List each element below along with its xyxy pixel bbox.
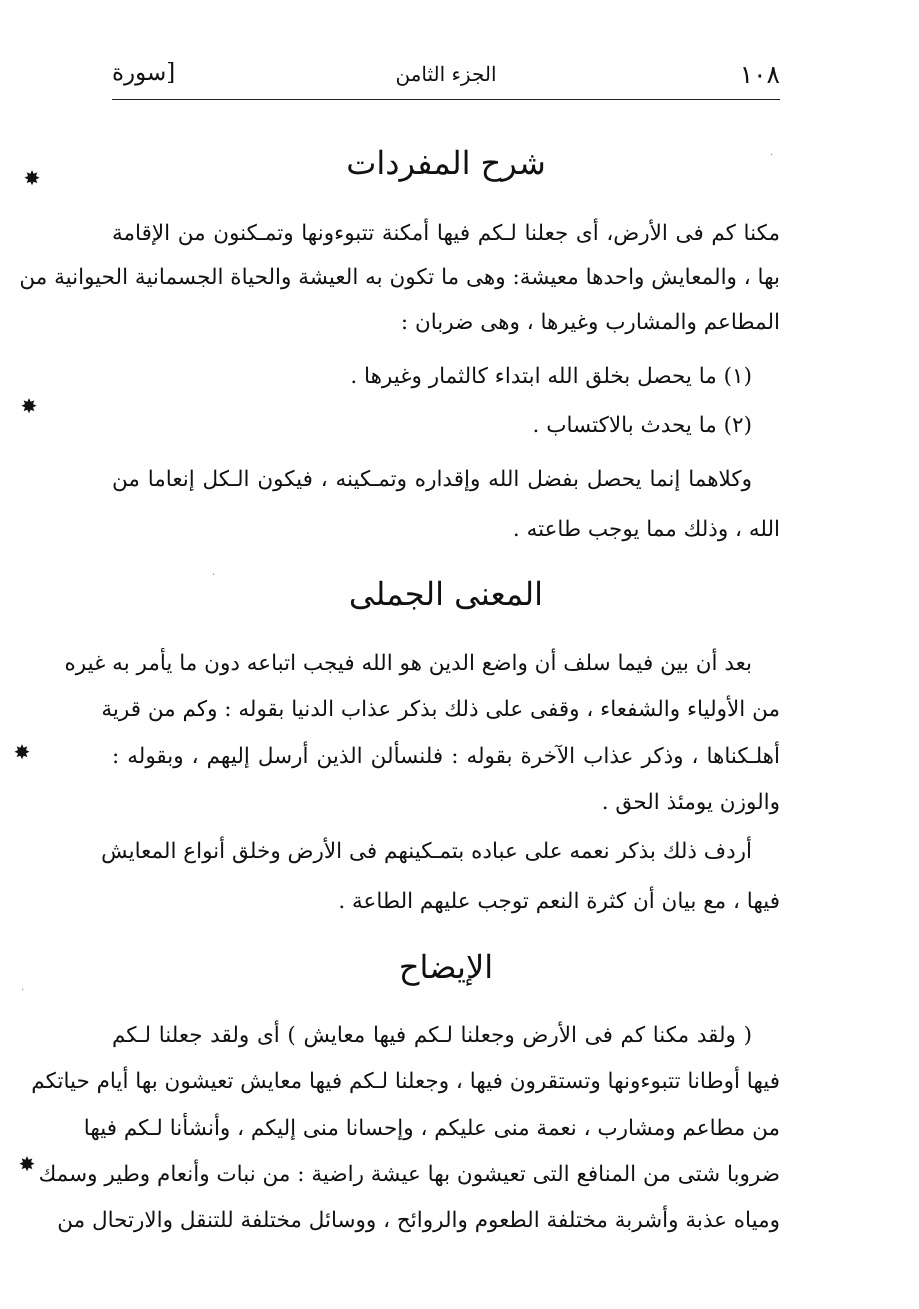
star-ornament-icon: ✸: [20, 394, 38, 418]
star-ornament-icon: ✸: [23, 166, 41, 190]
part-title: الجزء الثامن: [395, 62, 497, 86]
section-title-vocabulary: شرح المفردات: [346, 144, 546, 182]
text-line: من مطاعم ومشارب ، نعمة منى عليكم ، وإحسانا منى إليكم ، وأنشأنا لـكم فيها: [83, 1116, 780, 1141]
surah-label: [سورة: [112, 60, 176, 86]
text-line: وكلاهما إنما يحصل بفضل الله وإقداره وتمـكينه ، فيكون الـكل إنعاما من: [112, 467, 752, 492]
page-header: [112, 58, 780, 94]
star-ornament-icon: ✸: [18, 1152, 36, 1176]
text-line: والوزن يومئذ الحق .: [601, 790, 780, 815]
text-line: فيها ، مع بيان أن كثرة النعم توجب عليهم الطاعة .: [338, 889, 780, 914]
list-item: (٢) ما يحدث بالاكتساب .: [532, 413, 752, 438]
text-line: مكنا كم فى الأرض، أى جعلنا لـكم فيها أمكنة تتبوءونها وتمـكنون من الإقامة: [112, 221, 780, 246]
section-title-summary: المعنى الجملى: [348, 575, 544, 613]
text-line: ( ولقد مكنا كم فى الأرض وجعلنا لـكم فيها معايش ) أى ولقد جعلنا لـكم: [112, 1023, 752, 1048]
header-rule: [112, 99, 780, 100]
text-line: ضروبا شتى من المنافع التى تعيشون بها عيشة راضية : من نبات وأنعام وطير وسمك: [38, 1162, 780, 1187]
text-line: الله ، وذلك مما يوجب طاعته .: [512, 517, 780, 542]
list-item: (١) ما يحصل بخلق الله ابتداء كالثمار وغيرها .: [350, 364, 752, 389]
text-line: بها ، والمعايش واحدها معيشة: وهى ما تكون به العيشة والحياة الجسمانية الحيوانية من: [19, 265, 780, 290]
text-line: فيها أوطانا تتبوءونها وتستقرون فيها ، وجعلنا لـكم فيها معايش تعيشون بها أيام حياتكم: [31, 1069, 780, 1094]
page-number: ١٠٨: [739, 60, 780, 89]
text-line: من الأولياء والشفعاء ، وقفى على ذلك بذكر عذاب الدنيا بقوله : وكم من قرية: [101, 697, 780, 722]
section-title-explanation: الإيضاح: [398, 948, 494, 986]
star-ornament-icon: ✸: [13, 740, 31, 764]
scan-speck: ·: [770, 150, 774, 161]
text-line: المطاعم والمشارب وغيرها ، وهى ضربان :: [400, 310, 780, 335]
text-line: ومياه عذبة وأشربة مختلفة الطعوم والروائح ، ووسائل مختلفة للتنقل والارتحال من: [57, 1208, 780, 1233]
scan-speck: ·: [21, 985, 25, 996]
text-line: أهلـكناها ، وذكر عذاب الآخرة بقوله : فلنسألن الذين أرسل إليهم ، وبقوله :: [112, 744, 780, 769]
text-line: أردف ذلك بذكر نعمه على عباده بتمـكينهم فى الأرض وخلق أنواع المعايش: [101, 839, 752, 864]
scan-speck: ·: [212, 570, 216, 581]
text-line: بعد أن بين فيما سلف أن واضع الدين هو الله فيجب اتباعه دون ما يأمر به غيره: [64, 651, 752, 676]
